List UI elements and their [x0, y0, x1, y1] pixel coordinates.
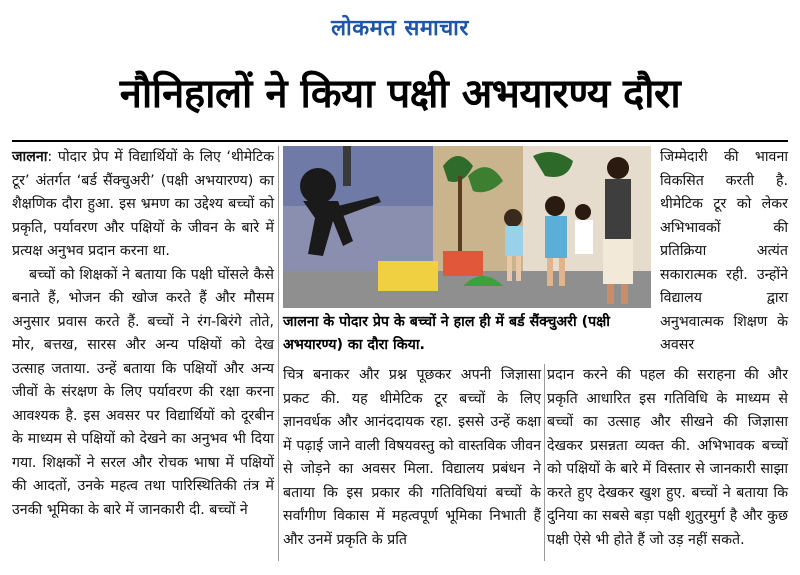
column-divider	[544, 364, 545, 561]
lead-text: : पोदार प्रेप में विद्यार्थियों के लिए ‘थीमेटिक टूर’ अंतर्गत ‘बर्ड सैंक्चुअरी’ (पक्षी अभयारण्य) का शैक्षणिक दौरा हुआ. इस भ्रमण का उद्देश्य बच्चों को प्रकृति, पर्यावरण और पक्षियों के जीवन के बारे में प्रत्यक्ष अनुभव प्रदान करना था.	[12, 149, 274, 259]
lead-paragraph	[12, 146, 274, 264]
article-photo	[283, 146, 651, 308]
column-divider	[278, 146, 279, 561]
body-paragraph: बच्चों को शिक्षकों ने बताया कि पक्षी घोंसले कैसे बनाते हैं, भोजन की खोज करते हैं और मौसम अनुसार प्रवास करते हैं. बच्चों ने रंग-बिरंगे तोते, मोर, बत्तख, सारस और अन्य पक्षियों को देख उत्साह जताया. उन्हें बताया कि पक्षियों और अन्य जीवों के संरक्षण के लिए पर्यावरण की रक्षा करना आवश्यक है. इस अवसर पर विद्यार्थियों को दूरबीन के माध्यम से पक्षियों को देखने का अनुभव भी दिया गया. शिक्षकों ने सरल और रोचक भाषा में पक्षियों की आदतों, उनके महत्व तथा पारिस्थितिकी तंत्र में उनकी भूमिका के बारे में जानकारी दी. बच्चों ने	[12, 266, 274, 518]
article-column-side	[660, 146, 788, 358]
body-paragraph: प्रदान करने की पहल की सराहना की और प्रकृति आधारित इस गतिविधि के माध्यम से बच्चों का उत्साह और सीखने की जिज्ञासा देखकर प्रसन्नता व्यक्त की. अभिभावक बच्चों को पक्षियों के बारे में विस्तार से जानकारी साझा करते हुए देखकर खुश हुए. बच्चों ने बताया कि दुनिया का सबसे बड़ा पक्षी शुतुरमुर्ग है और कुछ पक्षी ऐसे भी होते हैं जो उड़ नहीं सकते.	[547, 367, 788, 548]
headline: नौनिहालों ने किया पक्षी अभयारण्य दौरा	[119, 71, 681, 117]
photo-caption: जालना के पोदार प्रेप के बच्चों ने हाल ही में बर्ड सैंक्चुअरी (पक्षी अभयारण्य) का दौरा किया.	[283, 314, 610, 353]
article-column-2	[283, 364, 541, 552]
masthead-logo: लोकमत समाचार	[331, 16, 469, 41]
headline-divider	[12, 140, 788, 142]
body-paragraph: चित्र बनाकर और प्रश्न पूछकर अपनी जिज्ञासा प्रकट की. यह थीमेटिक टूर बच्चों के लिए ज्ञानवर्धक और आनंददायक रहा. इससे उन्हें कक्षा में पढ़ाई जाने वाली विषयवस्तु को वास्तविक जीवन से जोड़ने का अवसर मिला. विद्यालय प्रबंधन ने बताया कि इस प्रकार की गतिविधियां बच्चों के सर्वांगीण विकास में महत्वपूर्ण भूमिका निभाती हैं और उनमें प्रकृति के प्रति	[283, 367, 541, 548]
article-column-3	[547, 364, 788, 552]
children-at-bird-sanctuary-image	[283, 146, 651, 308]
article-column-1	[12, 146, 274, 522]
side-paragraph: जिम्मेदारी की भावना विकसित करती है. थीमेटिक टूर को लेकर अभिभावकों की प्रतिक्रिया अत्यंत सकारात्मक रही. उन्होंने विद्यालय द्वारा अनुभवात्मक शिक्षण के अवसर	[660, 149, 788, 353]
dateline-place: जालना	[12, 149, 48, 165]
